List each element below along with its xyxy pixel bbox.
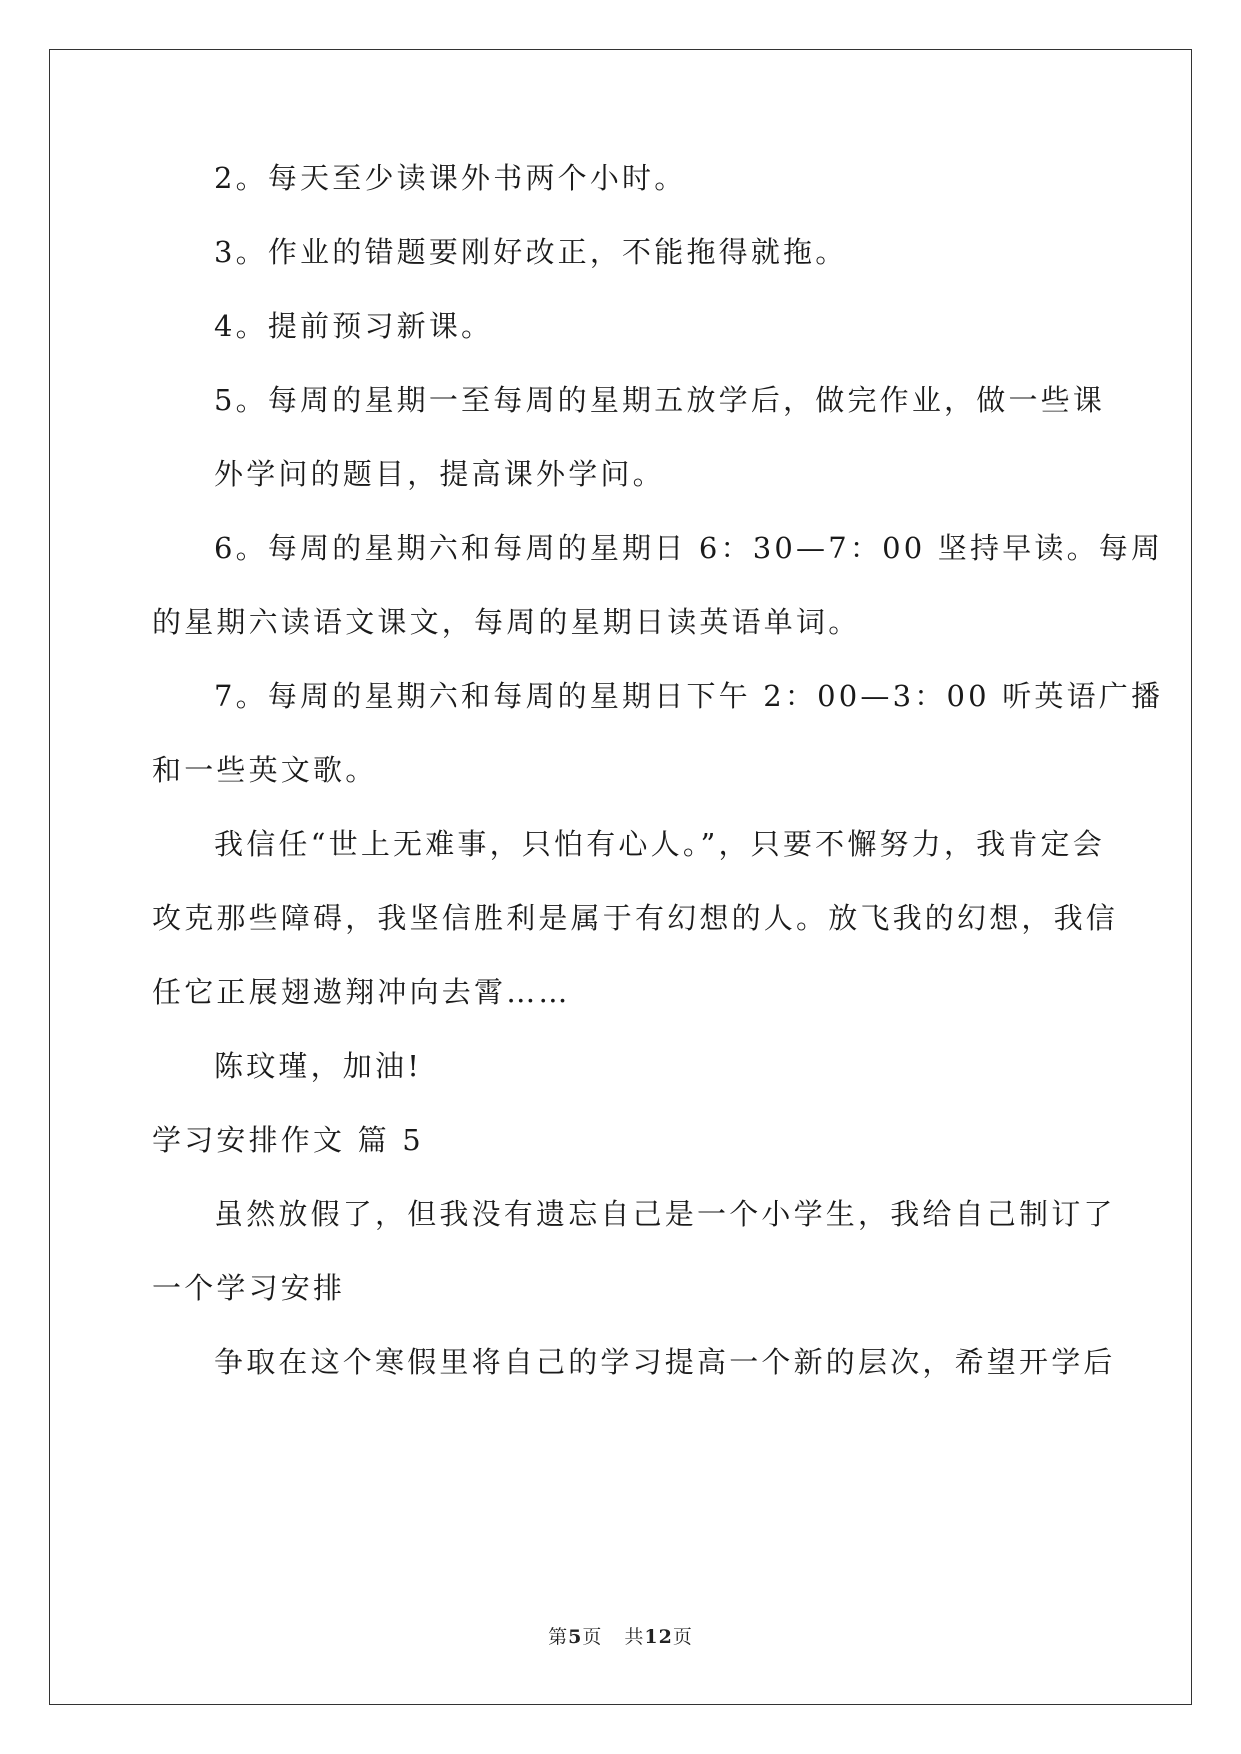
paragraph-line: 的星期六读语文课文，每周的星期日读英语单词。 bbox=[152, 605, 861, 639]
paragraph-line: 7。每周的星期六和每周的星期日下午 2：00—3：00 听英语广播 bbox=[214, 679, 1164, 713]
paragraph-line: 攻克那些障碍，我坚信胜利是属于有幻想的人。放飞我的幻想，我信 bbox=[152, 901, 1119, 935]
paragraph-line: 外学问的题目，提高课外学问。 bbox=[214, 457, 665, 491]
paragraph-line: 一个学习安排 bbox=[152, 1271, 346, 1305]
total-suffix: 页 bbox=[672, 1626, 693, 1648]
paragraph-line: 我信任“世上无难事，只怕有心人。”，只要不懈努力，我肯定会 bbox=[214, 827, 1105, 861]
page-prefix: 第 bbox=[548, 1626, 569, 1648]
paragraph-line: 4。提前预习新课。 bbox=[214, 309, 494, 343]
page-current: 5 bbox=[568, 1626, 583, 1648]
paragraph-line: 虽然放假了，但我没有遗忘自己是一个小学生，我给自己制订了 bbox=[214, 1197, 1116, 1231]
paragraph-line: 6。每周的星期六和每周的星期日 6：30—7：00 坚持早读。每周 bbox=[214, 531, 1164, 565]
page-frame bbox=[49, 49, 1192, 1705]
section-heading: 学习安排作文 篇 5 bbox=[152, 1123, 424, 1157]
paragraph-line: 任它正展翅遨翔冲向去霄…… bbox=[152, 975, 571, 1009]
paragraph-line: 陈玟瑾，加油! bbox=[214, 1049, 423, 1083]
paragraph-line: 3。作业的错题要刚好改正，不能拖得就拖。 bbox=[214, 235, 848, 269]
page-footer bbox=[0, 1622, 1241, 1649]
total-prefix: 共 bbox=[624, 1626, 645, 1648]
paragraph-line: 2。每天至少读课外书两个小时。 bbox=[214, 161, 687, 195]
page-total: 12 bbox=[644, 1626, 673, 1648]
paragraph-line: 和一些英文歌。 bbox=[152, 753, 378, 787]
paragraph-line: 5。每周的星期一至每周的星期五放学后，做完作业，做一些课 bbox=[214, 383, 1106, 417]
page-suffix: 页 bbox=[582, 1626, 603, 1648]
paragraph-line: 争取在这个寒假里将自己的学习提高一个新的层次，希望开学后 bbox=[214, 1345, 1116, 1379]
